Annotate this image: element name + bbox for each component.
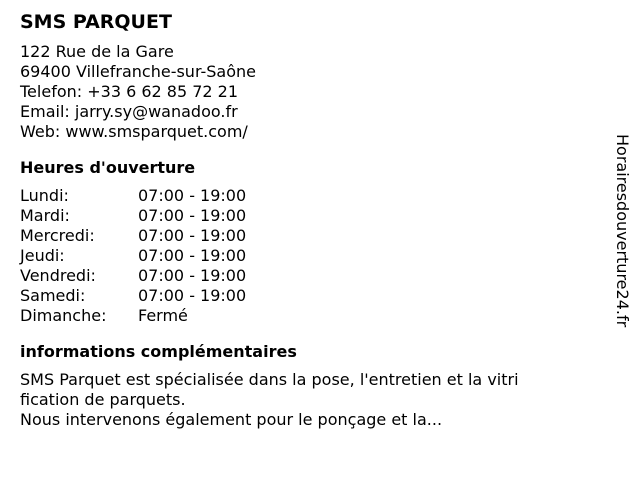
additional-info-heading: informations complémentaires [20,342,297,361]
phone-line: Telefon: +33 6 62 85 72 21 [20,82,239,101]
hours-time: 07:00 - 19:00 [138,206,247,225]
hours-time: 07:00 - 19:00 [138,186,247,205]
hours-time: 07:00 - 19:00 [138,266,247,285]
email-line: Email: jarry.sy@wanadoo.fr [20,102,238,121]
hours-time: 07:00 - 19:00 [138,226,247,245]
hours-time: 07:00 - 19:00 [138,286,247,305]
hours-day: Mardi: [20,206,70,225]
hours-day: Lundi: [20,186,69,205]
hours-row-tuesday [20,206,590,226]
business-info-block [20,10,590,430]
business-name: SMS PARQUET [20,11,172,33]
hours-time: Fermé [138,306,188,325]
hours-row-friday [20,266,590,286]
hours-day: Dimanche: [20,306,107,325]
hours-row-thursday [20,246,590,266]
opening-hours-table [20,186,590,326]
hours-row-saturday [20,286,590,306]
info-line: SMS Parquet est spécialisée dans la pose, l'entretien et la vitri [20,370,519,389]
additional-info-text [20,370,590,430]
site-watermark [612,134,632,374]
hours-row-sunday [20,306,590,326]
hours-time: 07:00 - 19:00 [138,246,247,265]
hours-day: Vendredi: [20,266,96,285]
hours-day: Samedi: [20,286,86,305]
hours-row-monday [20,186,590,206]
address-city: 69400 Villefranche-sur-Saône [20,62,257,81]
web-line: Web: www.smsparquet.com/ [20,122,248,141]
site-watermark-text: Horairesdouverture24.fr [613,134,632,328]
opening-hours-heading: Heures d'ouverture [20,158,196,177]
hours-day: Jeudi: [20,246,65,265]
hours-day: Mercredi: [20,226,95,245]
hours-row-wednesday [20,226,590,246]
info-line: fication de parquets. [20,390,186,409]
info-line: Nous intervenons également pour le ponçage et la... [20,410,443,429]
address-street: 122 Rue de la Gare [20,42,174,61]
